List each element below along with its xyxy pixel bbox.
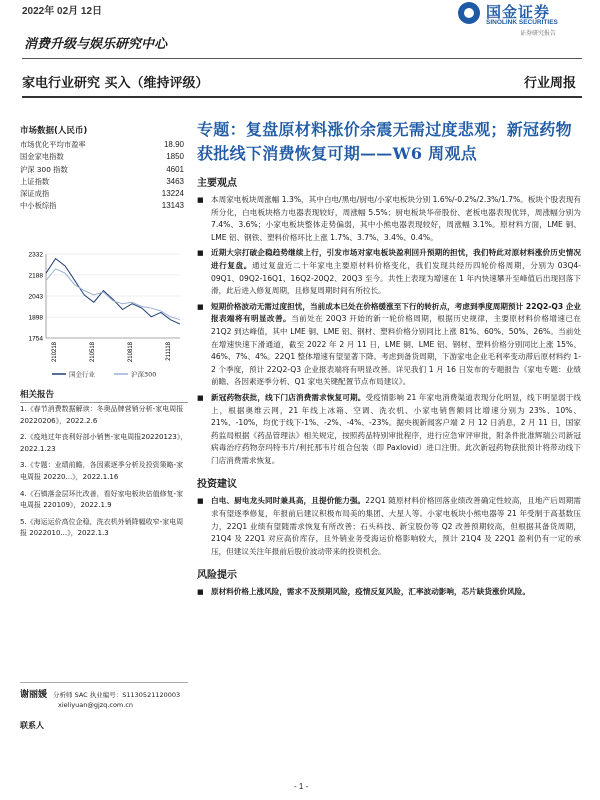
legend-label: 沪深300 xyxy=(131,370,157,379)
section-risk: 风险提示 xyxy=(197,570,237,582)
y-tick-label: 1898 xyxy=(28,314,43,322)
index-chart xyxy=(20,246,188,384)
analyst-email[interactable]: xieliyuan@gjzq.com.cn xyxy=(58,701,134,709)
market-row xyxy=(20,176,188,188)
market-label: 上证指数 xyxy=(20,176,50,186)
market-label: 沪深 300 指数 xyxy=(20,164,68,174)
main-bullet-text: 本周家电板块周涨幅 1.3%，其中白电/黑电/厨电/小家电板块分别 1.6%/-0.2%/2.3%/1.7%。板块个股表现有所分化，白电板块格力电器表现较好，周涨幅 5.5%；厨电板块华帝股份、老板电器表现优异，周涨幅分别为 7.4%、3.6%；小家电板块整体走势偏弱，其中小熊电器表现较好，周涨幅 3.1%。原材料方面，LME 铜、LME 铝、钢铁、塑料价格环比上涨 1.7%、3.7%、3.4%、0.4%。 xyxy=(211,195,581,242)
main-bullet-text: 受疫情影响 21 年家电消费渠道表现分化明显，线下明显弱于线上，根据奥维云网，21 年线上冰箱、空调、洗衣机、小家电销售额同比增速分别为 23%、10%、21%、-10%，均优于线下-1%、-2%、-4%、-23%。据央视新闻客户端 2 月 12 日消息，2 月 11 日，国家药监局根据《药品管理法》相关规定，按照药品特别审批程序，进行应急审评审批，附条件批准辉瑞公司新冠病毒治疗药物奈玛特韦片/利托那韦片组合包装（即 Paxlovid）进口注册。此次新冠药物获批预计将带动线下门店消费需求恢复。 xyxy=(211,392,581,465)
x-tick-label: 210818 xyxy=(128,342,134,363)
page-number: - 1 - xyxy=(294,782,309,791)
section-invest: 投资建议 xyxy=(197,479,237,491)
main-bullet xyxy=(197,392,581,468)
risk-bullets xyxy=(197,586,581,599)
y-tick-label: 1754 xyxy=(28,335,43,343)
market-row xyxy=(20,151,188,163)
logo-sub: 证券研究报告 xyxy=(520,30,557,37)
market-value: 3463 xyxy=(166,176,184,186)
divider xyxy=(20,682,188,683)
x-tick-label: 210518 xyxy=(90,342,96,363)
series-line xyxy=(46,269,180,320)
x-tick-label: 210218 xyxy=(52,342,58,363)
header-right: 行业周报 xyxy=(523,76,576,91)
y-tick-label: 2332 xyxy=(28,251,43,259)
market-row xyxy=(20,200,188,212)
main-bullet xyxy=(197,194,581,244)
research-center: 消费升级与娱乐研究中心 xyxy=(24,37,168,52)
market-row xyxy=(20,139,188,151)
market-title: 市场数据(人民币) xyxy=(20,126,88,136)
report-title: 专题：复盘原材料涨价余震无需过度悲观；新冠药物获批线下消费恢复可期——W6 周观点 xyxy=(197,120,572,163)
main-bullet-text: 通过复盘近二十年家电主要原材料价格变化，我们发现共经历四轮价格周期，分别为 03Q4-09Q1、09Q2-16Q1、16Q2-20Q2、20Q3 至今。共性上表现为增速在 1 年内快速攀升至峰值后出现回落下滑，此后进入修复周期，且修复周期时间有所拉长。 xyxy=(211,260,582,296)
related-title: 相关报告 xyxy=(20,388,188,403)
main-bullet-lead: 近期大宗打破企稳趋势继续上行，引发市场对家电板块盈利回升预期的担忧，我们特此对原材料涨价历史情况进行复盘。 xyxy=(211,248,581,270)
market-row xyxy=(20,188,188,200)
y-tick-label: 2188 xyxy=(28,272,43,280)
main-bullet-text: 当前处在 20Q3 开始的新一轮价格周期，根据历史规律，主要原材料价格增速已在 21Q2 到达峰值，其中 LME 铜、LME 铝、钢材、塑料价格分别同比上涨 81%、60%、50%、26%。当前处在增速快速下滑通道，截至 2022 年 2 月 11 日，LME 铜、LME 铝、钢材、塑料价格分别同比上涨 15%、46%、7%、4%。22Q1 整体增速有望显著下降。考虑到备货周期，下游家电企业毛利率变动滞后原材料约 1-2 个季度，预计 22Q2-Q3 企业报表端将有明显改善。详见我们 1 月 16 日发布的专题报告《家电专题：业绩前瞻、各因素逐季分析、Q1 家电关键配置节点布局建议》。 xyxy=(211,314,582,387)
market-value: 18.90 xyxy=(163,140,184,149)
divider xyxy=(22,96,582,98)
market-value: 1850 xyxy=(166,152,184,162)
related-item[interactable]: 5.《海运运价高位企稳，洗衣机外销降幅收窄-家电周报 2022010...》，2022.1.3 xyxy=(20,517,184,538)
main-bullet-lead: 新冠药物获批，线下门店消费需求恢复可期。 xyxy=(211,392,366,402)
invest-bullet xyxy=(197,495,581,558)
market-label: 深证成指 xyxy=(20,189,50,199)
invest-bullets xyxy=(197,495,581,558)
contact-label: 联系人 xyxy=(20,721,44,730)
main-bullet xyxy=(197,301,581,389)
series-line xyxy=(46,259,180,324)
invest-bullet-text: 22Q1 随原材料价格回落业绩改善确定性较高，且地产后周期需求有望逐季修复，年报前后建议积极布局美的集团、大星人等。小家电板块小熊电器等 21 年受制于高基数压力，22Q1 业绩有望随需求恢复有所改善；石头科技、新宝股份等 Q2 改善预期较高，但根据其备货周期，21Q4 及 22Q1 对应高价库存，且外销业务受海运价格影响较大，预计 21Q4 及 22Q1 盈利仍有一定的承压，但建议关注年报前后股价波动带来的投资机会。 xyxy=(211,496,582,556)
market-value: 4601 xyxy=(166,164,184,174)
risk-bullet-lead: 原材料价格上涨风险，需求不及预期风险，疫情反复风险，汇率波动影响，芯片缺货涨价风险。 xyxy=(211,587,530,597)
section-main-view: 主要观点 xyxy=(197,178,237,189)
related-list xyxy=(20,404,188,545)
main-bullets xyxy=(197,194,581,467)
market-value: 13224 xyxy=(161,189,184,199)
related-item[interactable]: 4.《石镇落金层环比改善，看好家电板块估值修复-家电周报 220109》，2022.1.9 xyxy=(20,489,184,510)
related-item[interactable]: 3.《专题：业绩前瞻，各因素逐季分析及投资策略-家电周报 20220...》，2022.1.16 xyxy=(20,461,184,481)
logo-mark-icon xyxy=(458,2,480,24)
main-bullet-lead: 短期价格波动无需过度担忧，当前成本已处在价格缓涨至下行的转折点，考虑到季度周期预计 22Q2-Q3 企业报表端将有明显改善。 xyxy=(211,301,581,324)
logo xyxy=(458,0,588,36)
related-item[interactable]: 1.《春节消费数据解读：冬奥品牌营销分析-家电周报 20220206》，2022.2.6 xyxy=(20,405,184,425)
invest-bullet-lead: 白电、厨电龙头同时兼具高，且提价能力强。 xyxy=(211,496,366,506)
market-data xyxy=(20,124,188,213)
y-tick-label: 2043 xyxy=(28,293,43,301)
market-row xyxy=(20,164,188,176)
report-date: 2022年 02月 12日 xyxy=(22,6,103,17)
market-label: 市场优化平均市盈率 xyxy=(20,140,86,149)
main-content xyxy=(197,118,581,602)
main-bullet xyxy=(197,247,581,297)
analyst xyxy=(20,690,188,710)
market-value: 13143 xyxy=(161,201,184,211)
divider xyxy=(22,58,582,59)
header-left: 家电行业研究 买入（维持评级） xyxy=(22,76,209,91)
logo-en: SINOLINK SECURITIES xyxy=(486,19,558,26)
legend-label: 国金行业 xyxy=(69,370,95,379)
analyst-info: 分析师 SAC 执业编号：S1130521120003 xyxy=(53,691,181,699)
logo-cn: 国金证券 xyxy=(486,3,551,21)
market-label: 中小板综指 xyxy=(20,201,57,211)
risk-bullet xyxy=(197,586,581,599)
market-label: 国金家电指数 xyxy=(20,152,64,162)
related-item[interactable]: 2.《疫地过年丧利好部小销售-家电周报20220123》，2022.1.23 xyxy=(20,433,188,453)
analyst-name: 谢丽媛 xyxy=(20,690,48,700)
contact xyxy=(20,720,50,731)
x-tick-label: 211118 xyxy=(166,342,172,361)
